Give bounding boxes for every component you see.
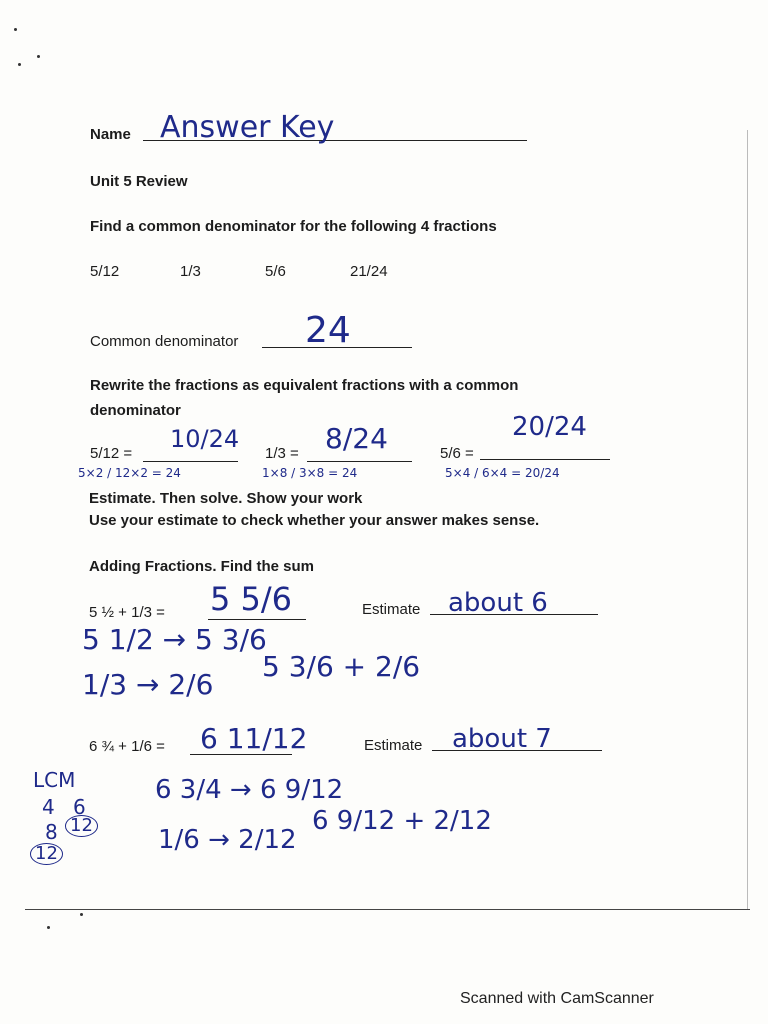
lcm-row2-b: 12 xyxy=(65,815,98,837)
problem-2-estimate-label: Estimate xyxy=(364,737,423,754)
common-denominator-answer: 24 xyxy=(305,310,351,351)
name-label: Name xyxy=(90,126,131,143)
scanner-watermark: Scanned with CamScanner xyxy=(460,990,654,1007)
rewrite-instruction-line1: Rewrite the fractions as equivalent fractions with a common xyxy=(90,377,519,394)
lcm-row2-b-wrap xyxy=(65,815,98,837)
rewrite-prompt-3: 5/6 = xyxy=(440,445,474,462)
rewrite-answer-3: 20/24 xyxy=(512,412,587,442)
rewrite-blank-3 xyxy=(480,459,610,460)
scan-speck xyxy=(37,55,40,58)
problem-1-work-line1: 5 1/2 → 5 3/6 xyxy=(82,623,267,656)
problem-2-estimate: about 7 xyxy=(452,724,552,754)
unit-title: Unit 5 Review xyxy=(90,173,188,190)
fraction-4: 21/24 xyxy=(350,263,388,280)
lcm-row3: 12 xyxy=(30,843,63,865)
lcm-row1-b: 6 xyxy=(73,795,86,819)
estimate-instruction-line2: Use your estimate to check whether your answer makes sense. xyxy=(89,512,540,529)
problem-1-work-combined: 5 3/6 + 2/6 xyxy=(262,650,421,683)
problem-1-blank xyxy=(208,619,306,620)
scan-speck xyxy=(80,913,83,916)
rewrite-work-2: 1×8 / 3×8 = 24 xyxy=(262,466,358,480)
bottom-rule xyxy=(25,909,750,910)
problem-1-prompt: 5 ½ + 1/3 = xyxy=(89,604,165,621)
scan-speck xyxy=(18,63,21,66)
common-denominator-instruction: Find a common denominator for the following 4 fractions xyxy=(90,218,497,235)
problem-2-work-line1: 6 3/4 → 6 9/12 xyxy=(155,775,344,805)
rewrite-instruction-line2: denominator xyxy=(90,402,181,419)
rewrite-answer-2: 8/24 xyxy=(325,422,388,455)
lcm-row2-a: 8 xyxy=(45,820,58,844)
problem-2-work-combined: 6 9/12 + 2/12 xyxy=(312,806,492,836)
adding-fractions-title: Adding Fractions. Find the sum xyxy=(89,558,314,575)
problem-2-answer: 6 11/12 xyxy=(200,722,308,755)
estimate-instruction-line1: Estimate. Then solve. Show your work xyxy=(89,490,363,507)
problem-1-answer: 5 5/6 xyxy=(210,580,293,618)
scan-speck xyxy=(14,28,17,31)
page-edge-line xyxy=(747,130,748,910)
fraction-2: 1/3 xyxy=(180,263,201,280)
rewrite-blank-2 xyxy=(307,461,412,462)
fraction-1: 5/12 xyxy=(90,263,120,280)
rewrite-work-1: 5×2 / 12×2 = 24 xyxy=(78,466,181,480)
problem-1-estimate-label: Estimate xyxy=(362,601,421,618)
name-answer: Answer Key xyxy=(160,110,335,145)
problem-2-work-line2: 1/6 → 2/12 xyxy=(158,825,297,855)
rewrite-prompt-1: 5/12 = xyxy=(90,445,133,462)
rewrite-blank-1 xyxy=(143,461,238,462)
problem-1-estimate: about 6 xyxy=(448,588,548,618)
rewrite-prompt-2: 1/3 = xyxy=(265,445,299,462)
rewrite-answer-1: 10/24 xyxy=(170,425,240,453)
problem-2-prompt: 6 ¾ + 1/6 = xyxy=(89,738,165,755)
lcm-label: LCM xyxy=(33,768,76,792)
fraction-3: 5/6 xyxy=(265,263,286,280)
lcm-row1-a: 4 xyxy=(42,795,55,819)
lcm-row3-wrap xyxy=(30,843,63,865)
problem-1-work-line2: 1/3 → 2/6 xyxy=(82,668,214,701)
common-denominator-label: Common denominator xyxy=(90,333,239,350)
rewrite-work-3: 5×4 / 6×4 = 20/24 xyxy=(445,466,560,480)
scan-speck xyxy=(47,926,50,929)
